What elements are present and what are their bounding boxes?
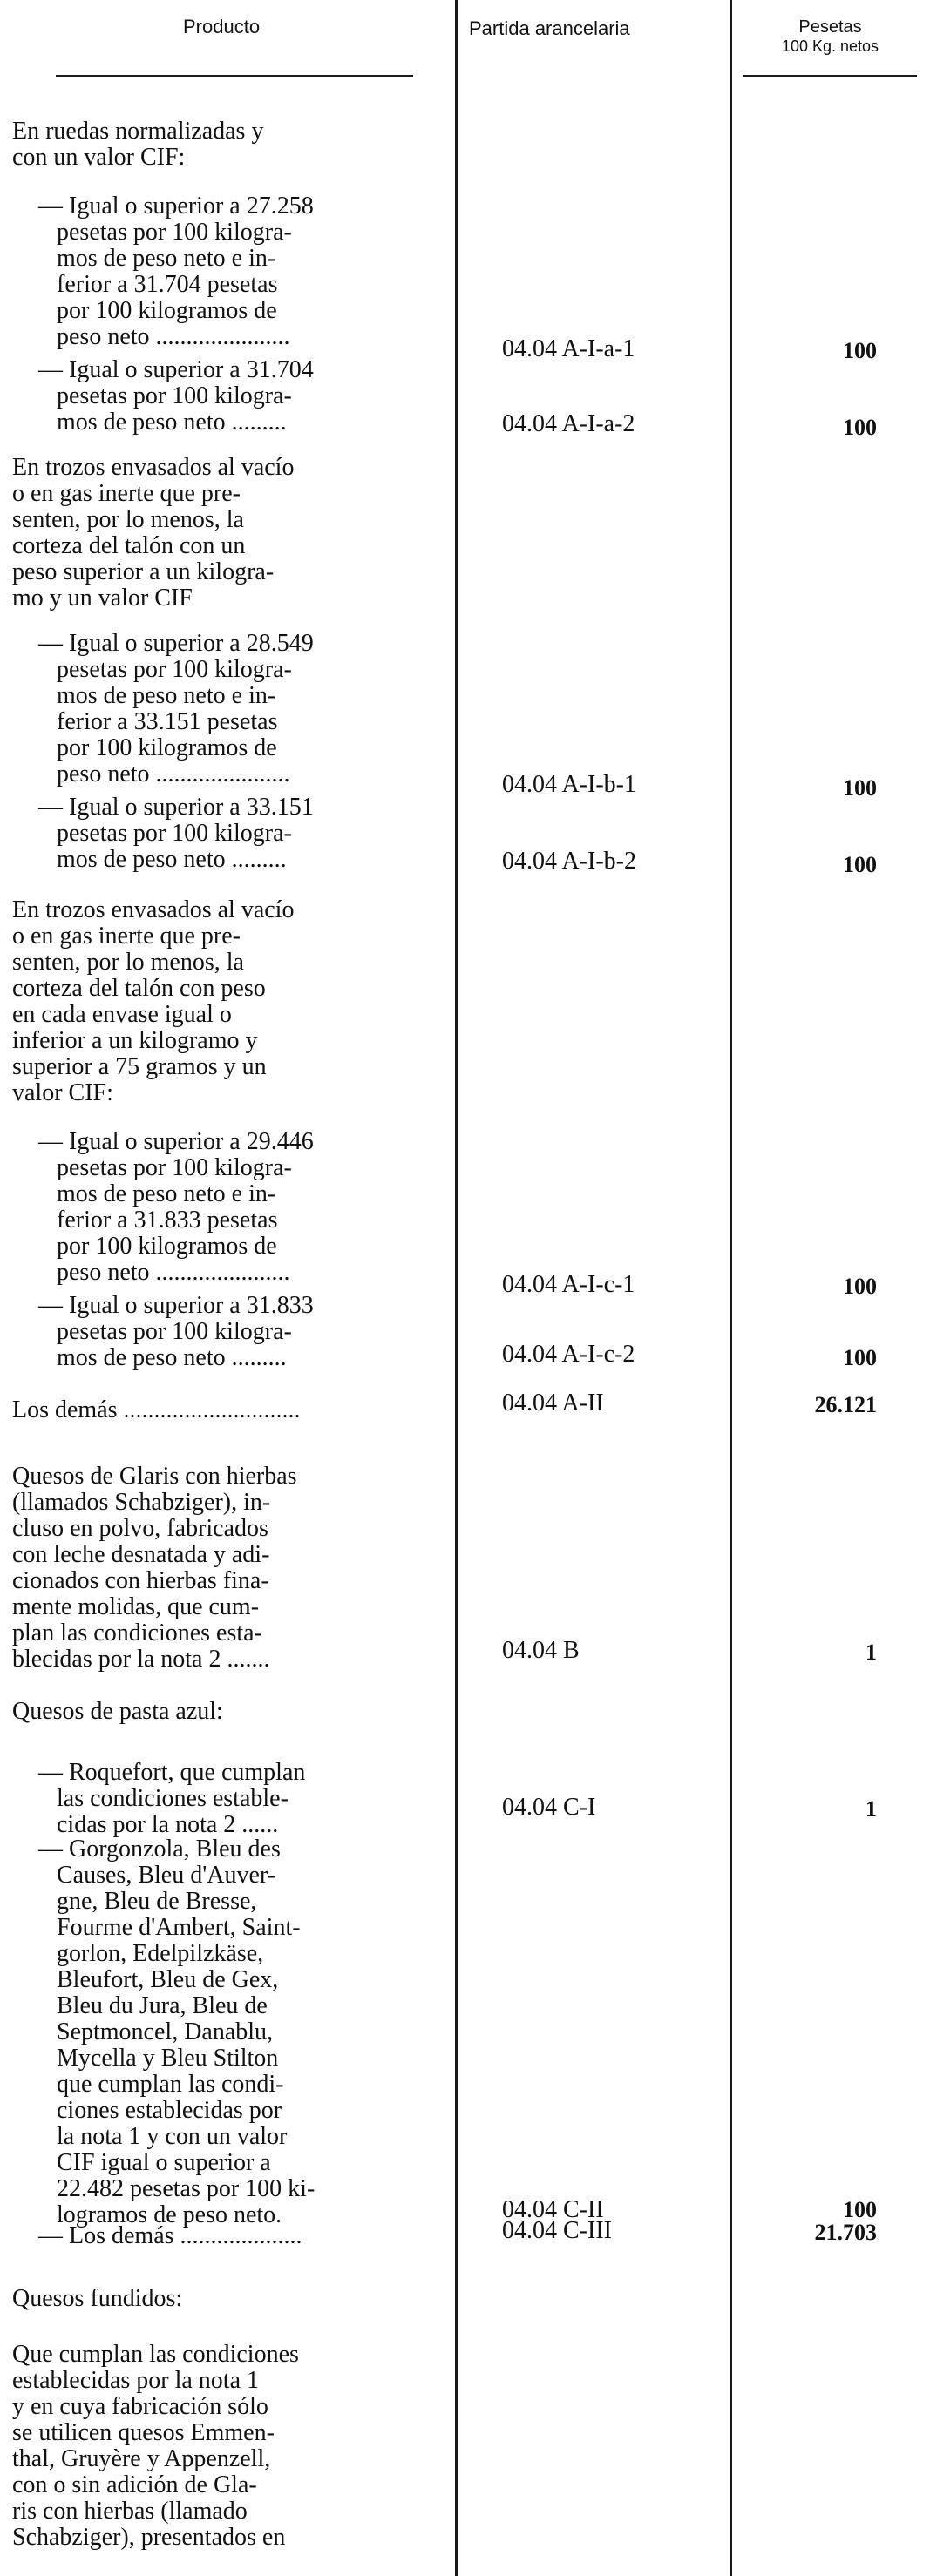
header-producto: Producto: [183, 16, 261, 37]
header-rule-producto: [56, 75, 413, 77]
row-9-value: 26.121: [814, 1392, 877, 1417]
row-15-text: Quesos fundidos:: [12, 2285, 183, 2312]
row-12-text: — Roquefort, que cumplan las condiciones estable- cidas por la nota 2 ......: [38, 1759, 306, 1838]
row-1-value: 100: [843, 338, 877, 363]
row-13-text: — Gorgonzola, Bleu des Causes, Bleu d'Auver- gne, Bleu de Bresse, Fourme d'Ambert, Saint- gorlon, Edelpilzkäse, Bleufort, Bleu de Gex, Bleu du Jura, Bleu de Septmoncel, Danablu, Mycella y Bleu Stilton que cumplan las condi- ciones establecidas por la nota 1 y con un valor CIF igual o superior a 22.482 pesetas por 100 ki- logramos de peso neto.: [38, 1836, 316, 2228]
row-6-text: En trozos envasados al vacío o en gas inerte que pre- senten, por lo menos, la corteza del talón con peso en cada envase igual o inferior a un kilogramo y superior a 75 gramos y un valor CIF:: [12, 896, 295, 1106]
row-10-code: 04.04 B: [502, 1637, 580, 1664]
row-8-value: 100: [843, 1345, 877, 1370]
row-2-code: 04.04 A-I-a-2: [502, 410, 635, 437]
row-14-value: 21.703: [814, 2220, 877, 2245]
header-partida: Partida arancelaria: [469, 17, 630, 39]
row-7-code: 04.04 A-I-c-1: [502, 1271, 635, 1298]
row-7-text: — Igual o superior a 29.446 pesetas por 100 kilogra- mos de peso neto e in- ferior a 31.833 pesetas por 100 kilogramos de peso neto ......................: [38, 1128, 314, 1286]
row-9-text: Los demás .............................: [12, 1396, 301, 1423]
header-pesetas-line1: Pesetas: [798, 17, 862, 37]
row-5-value: 100: [843, 852, 877, 877]
column-divider-2: [730, 0, 732, 2576]
row-0-text: En ruedas normalizadas y con un valor CIF:: [12, 118, 264, 171]
row-8-text: — Igual o superior a 31.833 pesetas por 100 kilogra- mos de peso neto .........: [38, 1292, 314, 1371]
row-9-code: 04.04 A-II: [502, 1389, 604, 1416]
row-13-value: 100: [843, 2197, 877, 2222]
row-11-text: Quesos de pasta azul:: [12, 1698, 223, 1725]
row-4-value: 100: [843, 775, 877, 801]
row-14-code: 04.04 C-III: [502, 2217, 612, 2244]
row-16-text: Que cumplan las condiciones establecidas por la nota 1 y en cuya fabricación sólo se utilicen quesos Emmen- thal, Gruyère y Appenzell, con o sin adición de Gla- ris con hierbas (llamado Schabziger), presentados en: [12, 2341, 299, 2551]
row-14-text: — Los demás ....................: [38, 2222, 302, 2249]
row-13-code: 04.04 C-II: [502, 2196, 604, 2223]
header-pesetas-line2: 100 Kg. netos: [781, 37, 879, 55]
row-12-value: 1: [866, 1796, 877, 1822]
row-2-text: — Igual o superior a 31.704 pesetas por 100 kilogra- mos de peso neto .........: [38, 356, 314, 436]
row-4-text: — Igual o superior a 28.549 pesetas por 100 kilogra- mos de peso neto e in- ferior a 33.151 pesetas por 100 kilogramos de peso neto ......................: [38, 630, 314, 788]
row-2-value: 100: [843, 415, 877, 440]
row-1-text: — Igual o superior a 27.258 pesetas por 100 kilogra- mos de peso neto e in- ferior a 31.704 pesetas por 100 kilogramos de peso neto ......................: [38, 193, 314, 350]
row-10-value: 1: [866, 1640, 877, 1665]
row-4-code: 04.04 A-I-b-1: [502, 771, 636, 798]
row-7-value: 100: [843, 1274, 877, 1299]
header-rule-pesetas: [743, 75, 917, 77]
row-10-text: Quesos de Glaris con hierbas (llamados Schabziger), in- cluso en polvo, fabricados con leche desnatada y adi- cionados con hierbas fina- mente molidas, que cum- plan las condiciones esta- blecidas por la nota 2 .......: [12, 1463, 297, 1673]
row-8-code: 04.04 A-I-c-2: [502, 1341, 635, 1368]
row-5-text: — Igual o superior a 33.151 pesetas por 100 kilogra- mos de peso neto .........: [38, 794, 314, 873]
row-3-text: En trozos envasados al vacío o en gas inerte que pre- senten, por lo menos, la corteza del talón con un peso superior a un kilogra- mo y un valor CIF: [12, 454, 295, 612]
header-pesetas: [737, 17, 924, 56]
row-1-code: 04.04 A-I-a-1: [502, 335, 635, 362]
row-5-code: 04.04 A-I-b-2: [502, 848, 636, 875]
row-12-code: 04.04 C-I: [502, 1794, 596, 1821]
